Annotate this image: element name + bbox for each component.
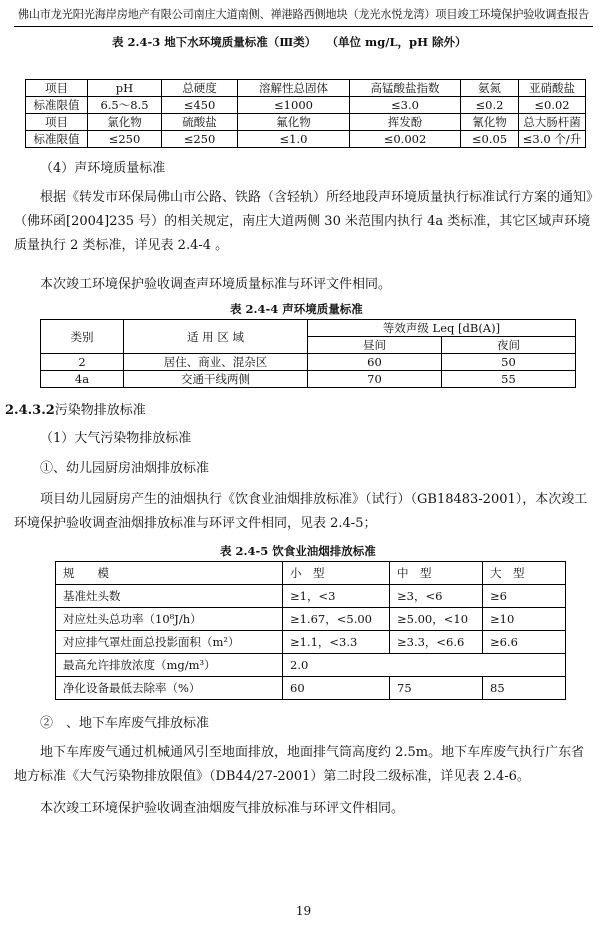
table-cell: 55	[442, 371, 576, 388]
table-cell: 60	[283, 677, 390, 700]
table-cell: 6.5～8.5	[88, 97, 162, 114]
table-cell: 标准限值	[26, 97, 88, 114]
paragraph: 本次竣工环境保护验收调查油烟废气排放标准与环评文件相同。	[40, 801, 405, 816]
section-heading: （1）大气污染物排放标准	[40, 431, 192, 446]
table-cell: ≤0.02	[519, 97, 586, 114]
table-cell: 70	[308, 371, 442, 388]
table-cell: ≤0.2	[461, 97, 519, 114]
table-cell: 基准灶头数	[56, 585, 283, 608]
table-row	[41, 371, 576, 388]
table-row	[56, 654, 566, 677]
table-cell: ≤1.0	[238, 131, 350, 148]
table-cell: ≥3.3，<6.6	[390, 631, 483, 654]
table-row	[56, 677, 566, 700]
table-cell: 氰化物	[461, 114, 519, 131]
table-row	[56, 585, 566, 608]
table-cell: 氯化物	[88, 114, 162, 131]
section-heading: ② 、地下车库废气排放标准	[40, 716, 210, 731]
table-cell: 硫酸盐	[162, 114, 238, 131]
paragraph: 项目幼儿园厨房产生的油烟执行《饮食业油烟排放标准》（试行）（GB18483-2001），本次竣工环境保护验收调查油烟排放标准与环评文件相同，见表 2.4-5；	[14, 492, 588, 531]
table-row	[41, 354, 576, 371]
table2-caption: 表 2.4-4 声环境质量标准	[230, 302, 363, 316]
table-cell: 4a	[41, 371, 124, 388]
table-row	[56, 562, 566, 585]
table-cell: 60	[308, 354, 442, 371]
table-cell: 2	[41, 354, 124, 371]
table-cell: ≤1000	[238, 97, 350, 114]
table-cell: 适 用 区 域	[124, 320, 308, 354]
table-cell: 氨氮	[461, 80, 519, 97]
table-cell: 对应灶头总功率（10⁸J/h）	[56, 608, 283, 631]
table-cell: 夜间	[442, 337, 576, 354]
table-cell: ≥6	[483, 585, 566, 608]
table-cell: 项目	[26, 80, 88, 97]
table-cell: 总硬度	[162, 80, 238, 97]
table-cell: 大 型	[483, 562, 566, 585]
table-cell: 亚硝酸盐	[519, 80, 586, 97]
subsection-title: 污染物排放标准	[54, 403, 146, 418]
table-cell: ≤3.0	[350, 97, 461, 114]
table-cell: ≥10	[483, 608, 566, 631]
subsection-number: 2.4.3.2	[5, 403, 55, 418]
table-row	[26, 80, 586, 97]
table-cell: 小 型	[283, 562, 390, 585]
table-cell: 氟化物	[238, 114, 350, 131]
header-rule	[14, 26, 593, 27]
noise-standard-table	[40, 319, 576, 388]
table1-caption: 表 2.4-3 地下水环境质量标准（Ⅲ类）	[112, 35, 317, 49]
paragraph: 根据《转发市环保局佛山市公路、铁路（含轻轨）所经地段声环境质量执行标准试行方案的通知》（佛环函[2004]235 号）的相关规定，南庄大道两侧 30 米范围内执行 4a 类标准，其它区域声环境质量执行 2 类标准，详见表 2.4-4 。	[14, 190, 593, 253]
table-cell: 标准限值	[26, 131, 88, 148]
table-cell: ≤250	[162, 131, 238, 148]
table-row	[41, 320, 576, 337]
table-cell: 对应排气罩灶面总投影面积（m²）	[56, 631, 283, 654]
page-number: 19	[295, 904, 312, 918]
table-cell: ≤3.0 个/升	[519, 131, 586, 148]
table-cell: ≤0.002	[350, 131, 461, 148]
table-cell: 85	[483, 677, 566, 700]
section-heading: ①、幼儿园厨房油烟排放标准	[40, 461, 210, 476]
table-cell: ≥6.6	[483, 631, 566, 654]
table-row	[56, 608, 566, 631]
table1-unit: （单位 mg/L，pH 除外）	[332, 35, 467, 49]
table-cell: 等效声级 Leq [dB(A)]	[308, 320, 576, 337]
table-row	[26, 114, 586, 131]
table-cell: ≤0.05	[461, 131, 519, 148]
table-cell: 居住、商业、混杂区	[124, 354, 308, 371]
groundwater-standard-table	[25, 79, 586, 148]
oil-fume-standard-table	[55, 561, 566, 700]
table-cell: ≥1.1，<3.3	[283, 631, 390, 654]
table-cell: ≤250	[88, 131, 162, 148]
table-cell: 昼间	[308, 337, 442, 354]
section-heading: （4）声环境质量标准	[40, 161, 166, 176]
table3-caption: 表 2.4-5 饮食业油烟排放标准	[220, 544, 376, 558]
table-cell: 50	[442, 354, 576, 371]
table-cell: pH	[88, 80, 162, 97]
paragraph: 本次竣工环境保护验收调查声环境质量标准与环评文件相同。	[40, 277, 392, 292]
table-cell: 规 模	[56, 562, 283, 585]
table-cell: ≥5.00，<10	[390, 608, 483, 631]
table-cell: 溶解性总固体	[238, 80, 350, 97]
table-cell: ≥3，<6	[390, 585, 483, 608]
table-cell: 2.0	[283, 654, 566, 677]
table-cell: 总大肠杆菌	[519, 114, 586, 131]
table1-caption-row	[112, 34, 466, 50]
table-cell: 交通干线两侧	[124, 371, 308, 388]
table-cell: 挥发酚	[350, 114, 461, 131]
subsection-heading	[5, 400, 146, 422]
paragraph: 地下车库废气通过机械通风引至地面排放，地面排气筒高度约 2.5m。地下车库废气执行广东省地方标准《大气污染物排放限值》（DB44/27-2001）第二时段二级标准，详见表 2.4-6。	[14, 745, 585, 784]
table-cell: 项目	[26, 114, 88, 131]
table-cell: 高锰酸盐指数	[350, 80, 461, 97]
table-cell: ≥1，<3	[283, 585, 390, 608]
table-row	[26, 131, 586, 148]
table-row	[56, 631, 566, 654]
running-header: 佛山市龙光阳光海岸房地产有限公司南庄大道南侧、禅港路西侧地块（龙光水悦龙湾）项目竣工环境保护验收调查报告	[17, 8, 590, 21]
table-cell: 最高允许排放浓度（mg/m³）	[56, 654, 283, 677]
table-cell: ≥1.67，<5.00	[283, 608, 390, 631]
table-cell: 75	[390, 677, 483, 700]
table-row	[26, 97, 586, 114]
table-cell: 净化设备最低去除率（%）	[56, 677, 283, 700]
table-cell: 类别	[41, 320, 124, 354]
table-cell: ≤450	[162, 97, 238, 114]
table-cell: 中 型	[390, 562, 483, 585]
